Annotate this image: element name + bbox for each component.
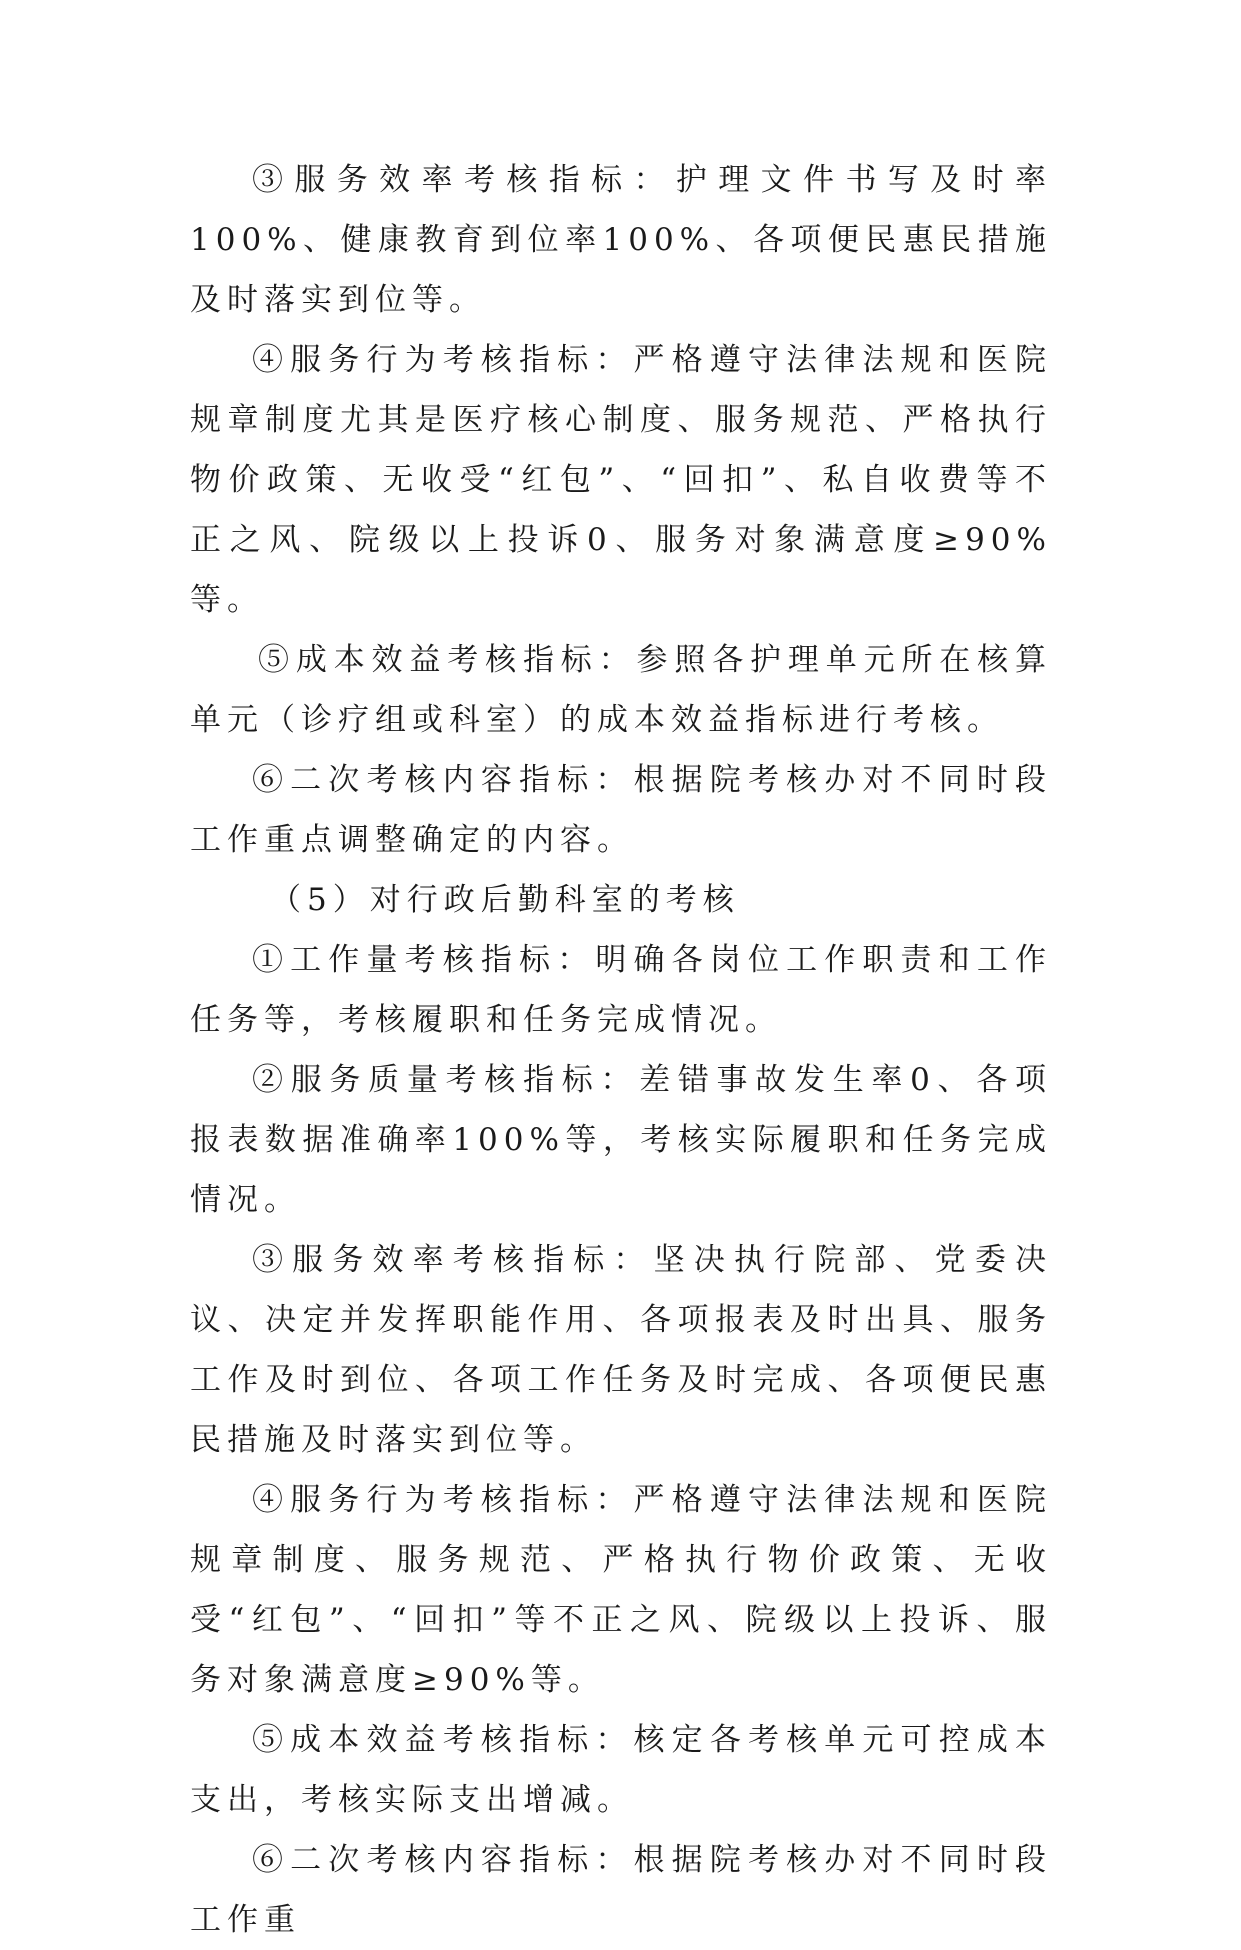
paragraph-cost-benefit-nursing: ⑤成本效益考核指标：参照各护理单元所在核算单元（诊疗组或科室）的成本效益指标进行考核。 [190,642,1052,738]
paragraph-workload-admin: ①工作量考核指标：明确各岗位工作职责和工作任务等，考核履职和任务完成情况。 [190,942,1052,1038]
paragraph-secondary-assessment-admin: ⑥二次考核内容指标：根据院考核办对不同时段工作重 [190,1842,1052,1938]
document-body [190,150,1052,1950]
paragraph-service-efficiency-nursing: ③服务效率考核指标：护理文件书写及时率100%、健康教育到位率100%、各项便民惠民措施及时落实到位等。 [190,162,1052,318]
paragraph-cost-benefit-admin: ⑤成本效益考核指标：核定各考核单元可控成本支出，考核实际支出增减。 [190,1722,1052,1818]
paragraph-service-efficiency-admin: ③服务效率考核指标：坚决执行院部、党委决议、决定并发挥职能作用、各项报表及时出具、服务工作及时到位、各项工作任务及时完成、各项便民惠民措施及时落实到位等。 [190,1242,1052,1458]
section-heading-admin-logistics: （5）对行政后勤科室的考核 [270,882,740,918]
paragraph-service-quality-admin: ②服务质量考核指标：差错事故发生率0、各项报表数据准确率100%等，考核实际履职和任务完成情况。 [190,1062,1052,1218]
paragraph-secondary-assessment-nursing: ⑥二次考核内容指标：根据院考核办对不同时段工作重点调整确定的内容。 [190,762,1052,858]
paragraph-service-behavior-admin: ④服务行为考核指标：严格遵守法律法规和医院规章制度、服务规范、严格执行物价政策、无收受“红包”、“回扣”等不正之风、院级以上投诉、服务对象满意度≥90%等。 [190,1482,1052,1698]
paragraph-service-behavior-nursing: ④服务行为考核指标：严格遵守法律法规和医院规章制度尤其是医疗核心制度、服务规范、严格执行物价政策、无收受“红包”、“回扣”、私自收费等不正之风、院级以上投诉0、服务对象满意度≥90%等。 [190,342,1052,618]
